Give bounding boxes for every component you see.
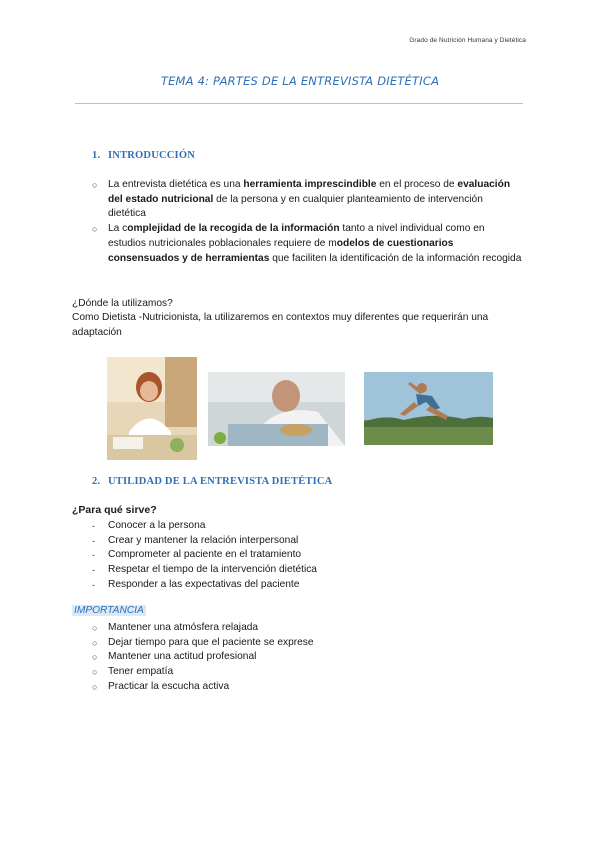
section-heading-utilidad: [92, 476, 332, 487]
circle-bullet-icon: ○: [92, 637, 98, 648]
section-title: INTRODUCCIÓN: [108, 150, 195, 161]
answer-where: Como Dietista -Nutricionista, la utilizaremos en contextos muy diferentes que requerirán una adaptación: [72, 312, 489, 338]
photo-dietitian-consultation: [107, 357, 197, 460]
question-purpose: ¿Para qué sirve?: [72, 504, 157, 516]
importance-list: [92, 621, 522, 695]
list-item: - Conocer a la persona: [92, 519, 522, 534]
patient-eating-image: [208, 372, 345, 446]
dash-bullet-icon: -: [92, 550, 95, 561]
circle-bullet-icon: ○: [92, 224, 98, 235]
athlete-running-image: [364, 372, 493, 445]
dash-bullet-icon: -: [92, 565, 95, 576]
list-item: ○ Dejar tiempo para que el paciente se exprese: [92, 636, 522, 651]
dash-bullet-icon: -: [92, 521, 95, 531]
title-divider: [75, 103, 523, 104]
circle-bullet-icon: ○: [92, 681, 98, 692]
list-item: ○ Tener empatía: [92, 665, 522, 680]
circle-bullet-icon: ○: [92, 652, 98, 663]
list-item: - Respetar el tiempo de la intervención dietética: [92, 563, 522, 578]
list-item: ○ Practicar la escucha activa: [92, 680, 522, 695]
list-item: - Responder a las expectativas del paciente: [92, 578, 522, 593]
section-number: 1.: [92, 150, 101, 161]
intro-bullet-list: [92, 178, 522, 266]
circle-bullet-icon: ○: [92, 180, 98, 190]
importance-label: IMPORTANCIA: [74, 605, 144, 616]
dash-bullet-icon: -: [92, 535, 95, 546]
course-header: Grado de Nutrición Humana y Dietética: [409, 37, 526, 44]
document-title: TEMA 4: PARTES DE LA ENTREVISTA DIETÉTICA: [160, 74, 440, 88]
section-number: 2.: [92, 476, 101, 487]
dash-bullet-icon: -: [92, 579, 95, 590]
photo-athlete-running: [364, 372, 493, 445]
list-item: ○ Mantener una atmósfera relajada: [92, 621, 522, 636]
list-item: ○ La complejidad de la recogida de la información tanto a nivel individual como en estudios nutricionales poblacionales requiere de modelos de cuestionarios consensuados y de herramientas que faciliten la identificación de la información recogida: [92, 223, 522, 264]
photo-patient-eating: [208, 372, 345, 446]
dietitian-consultation-image: [107, 357, 197, 460]
circle-bullet-icon: ○: [92, 667, 98, 678]
list-item: - Crear y mantener la relación interpersonal: [92, 534, 522, 549]
list-item: ○ La entrevista dietética es una herramienta imprescindible en el proceso de evaluación del estado nutricional de la persona y en cualquier planteamiento de intervención dietética: [92, 179, 511, 220]
list-item: ○ Mantener una actitud profesional: [92, 650, 522, 665]
uses-list: [92, 519, 522, 593]
list-item: - Comprometer al paciente en el tratamiento: [92, 548, 522, 563]
section-heading-introduccion: [92, 150, 195, 161]
section-title: UTILIDAD DE LA ENTREVISTA DIETÉTICA: [108, 476, 333, 487]
circle-bullet-icon: ○: [92, 623, 98, 633]
question-where: ¿Dónde la utilizamos?: [72, 298, 173, 309]
